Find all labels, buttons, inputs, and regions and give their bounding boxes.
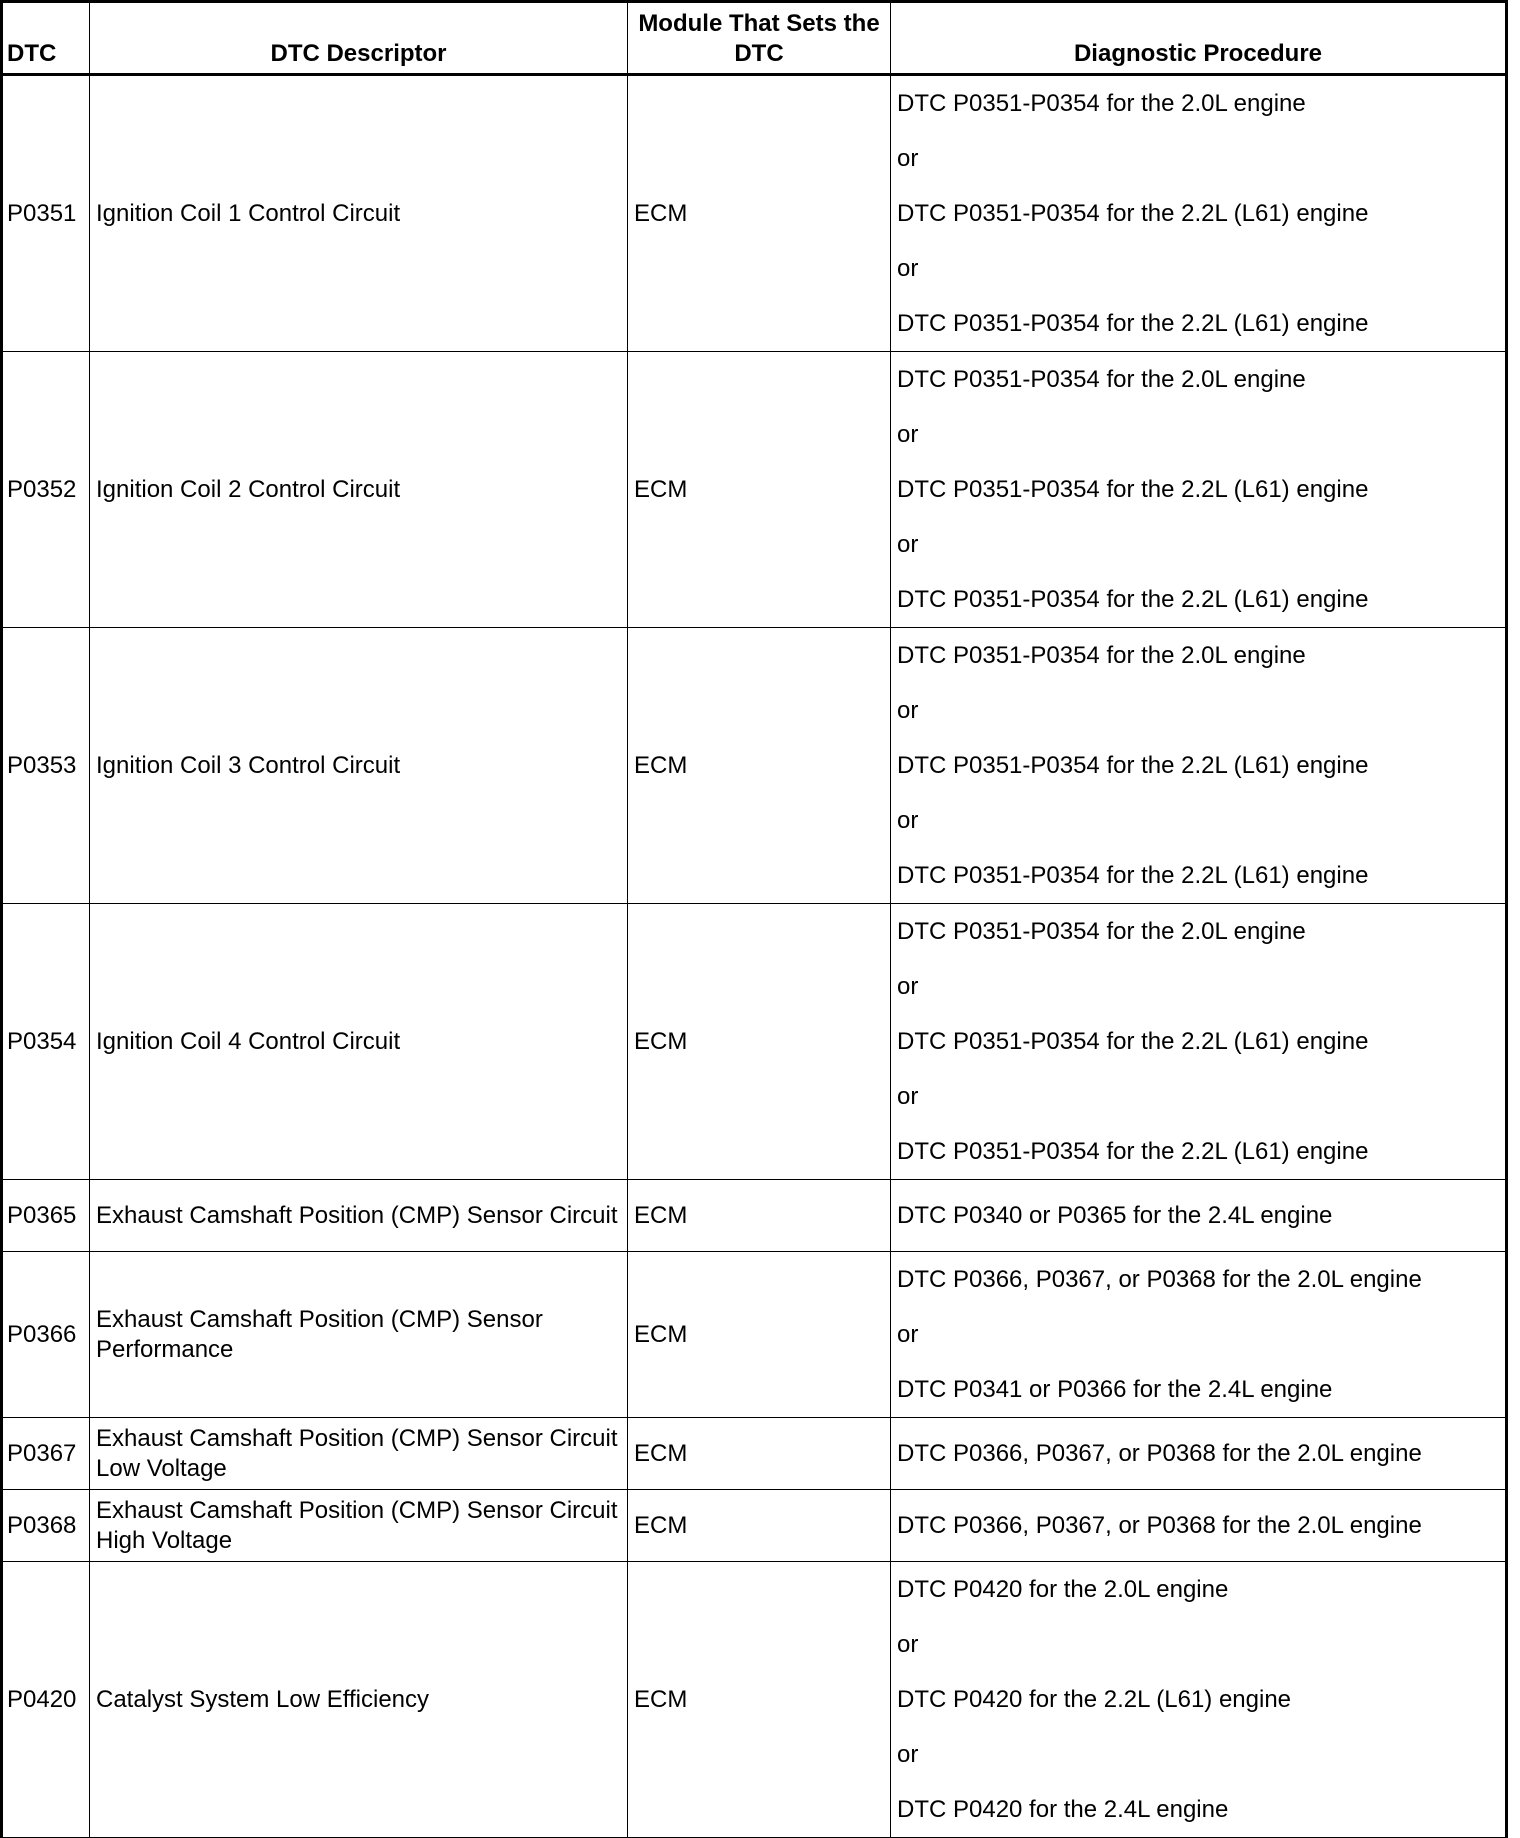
- dtc-code: P0368: [3, 1490, 90, 1562]
- procedure-or: or: [897, 1083, 919, 1110]
- module-name: ECM: [628, 1418, 891, 1490]
- dtc-descriptor: Ignition Coil 2 Control Circuit: [90, 352, 628, 628]
- diagnostic-procedure: [891, 1562, 1506, 1838]
- dtc-descriptor: Exhaust Camshaft Position (CMP) Sensor Performance: [90, 1252, 628, 1418]
- dtc-code: P0353: [3, 628, 90, 904]
- dtc-code: P0420: [3, 1562, 90, 1838]
- table-row: [3, 1252, 1506, 1418]
- diagnostic-procedure: [891, 352, 1506, 628]
- procedure-or: or: [897, 1631, 919, 1658]
- module-name: ECM: [628, 1252, 891, 1418]
- procedure-link[interactable]: DTC P0351-P0354 for the 2.2L (L61) engine: [897, 862, 1369, 889]
- header-procedure: Diagnostic Procedure: [891, 3, 1506, 75]
- procedure-or: or: [897, 1321, 919, 1348]
- table-row: [3, 628, 1506, 904]
- procedure-link[interactable]: DTC P0351-P0354 for the 2.2L (L61) engine: [897, 476, 1369, 503]
- diagnostic-procedure: [891, 1252, 1506, 1418]
- header-row: [3, 3, 1506, 75]
- dtc-descriptor: Exhaust Camshaft Position (CMP) Sensor Circuit Low Voltage: [90, 1418, 628, 1490]
- module-name: ECM: [628, 1490, 891, 1562]
- dtc-descriptor: Exhaust Camshaft Position (CMP) Sensor Circuit: [90, 1180, 628, 1252]
- table-row: [3, 1490, 1506, 1562]
- procedure-link[interactable]: DTC P0351-P0354 for the 2.2L (L61) engine: [897, 200, 1369, 227]
- procedure-link[interactable]: DTC P0351-P0354 for the 2.0L engine: [897, 366, 1306, 393]
- dtc-table: [2, 2, 1506, 1838]
- procedure-link[interactable]: DTC P0420 for the 2.4L engine: [897, 1796, 1229, 1823]
- procedure-link[interactable]: DTC P0351-P0354 for the 2.0L engine: [897, 642, 1306, 669]
- procedure-or: or: [897, 421, 919, 448]
- dtc-code: P0367: [3, 1418, 90, 1490]
- procedure-link[interactable]: DTC P0366, P0367, or P0368 for the 2.0L engine: [897, 1511, 1422, 1539]
- module-name: ECM: [628, 352, 891, 628]
- diagnostic-procedure: [891, 1418, 1506, 1490]
- dtc-code: P0352: [3, 352, 90, 628]
- procedure-or: or: [897, 697, 919, 724]
- procedure-link[interactable]: DTC P0351-P0354 for the 2.0L engine: [897, 918, 1306, 945]
- dtc-descriptor: Ignition Coil 1 Control Circuit: [90, 75, 628, 352]
- diagnostic-procedure: [891, 1180, 1506, 1252]
- procedure-or: or: [897, 1741, 919, 1768]
- dtc-descriptor: Ignition Coil 3 Control Circuit: [90, 628, 628, 904]
- procedure-or: or: [897, 973, 919, 1000]
- dtc-descriptor: Ignition Coil 4 Control Circuit: [90, 904, 628, 1180]
- table-row: [3, 904, 1506, 1180]
- procedure-link[interactable]: DTC P0351-P0354 for the 2.2L (L61) engine: [897, 1028, 1369, 1055]
- diagnostic-procedure: [891, 904, 1506, 1180]
- dtc-code: P0354: [3, 904, 90, 1180]
- procedure-link[interactable]: DTC P0341 or P0366 for the 2.4L engine: [897, 1376, 1333, 1403]
- diagnostic-procedure: [891, 628, 1506, 904]
- procedure-link[interactable]: DTC P0366, P0367, or P0368 for the 2.0L engine: [897, 1439, 1422, 1467]
- table-row: [3, 352, 1506, 628]
- table-row: [3, 1562, 1506, 1838]
- procedure-link[interactable]: DTC P0420 for the 2.0L engine: [897, 1576, 1229, 1603]
- procedure-link[interactable]: DTC P0351-P0354 for the 2.2L (L61) engine: [897, 752, 1369, 779]
- procedure-or: or: [897, 255, 919, 282]
- procedure-or: or: [897, 145, 919, 172]
- dtc-descriptor: Exhaust Camshaft Position (CMP) Sensor Circuit High Voltage: [90, 1490, 628, 1562]
- diagnostic-procedure: [891, 1490, 1506, 1562]
- table-row: [3, 1418, 1506, 1490]
- procedure-link[interactable]: DTC P0351-P0354 for the 2.2L (L61) engine: [897, 1138, 1369, 1165]
- module-name: ECM: [628, 1180, 891, 1252]
- procedure-or: or: [897, 531, 919, 558]
- header-module: Module That Sets the DTC: [628, 3, 891, 75]
- table-body: [3, 75, 1506, 1838]
- module-name: ECM: [628, 904, 891, 1180]
- header-descriptor: DTC Descriptor: [90, 3, 628, 75]
- table-row: [3, 75, 1506, 352]
- procedure-link[interactable]: DTC P0366, P0367, or P0368 for the 2.0L engine: [897, 1266, 1422, 1293]
- header-dtc: DTC: [3, 3, 90, 75]
- dtc-code: P0366: [3, 1252, 90, 1418]
- procedure-link[interactable]: DTC P0340 or P0365 for the 2.4L engine: [897, 1201, 1333, 1229]
- procedure-link[interactable]: DTC P0351-P0354 for the 2.2L (L61) engine: [897, 586, 1369, 613]
- table-header: [3, 3, 1506, 75]
- dtc-code: P0351: [3, 75, 90, 352]
- module-name: ECM: [628, 628, 891, 904]
- module-name: ECM: [628, 75, 891, 352]
- dtc-descriptor: Catalyst System Low Efficiency: [90, 1562, 628, 1838]
- procedure-link[interactable]: DTC P0420 for the 2.2L (L61) engine: [897, 1686, 1292, 1713]
- table-row: [3, 1180, 1506, 1252]
- module-name: ECM: [628, 1562, 891, 1838]
- procedure-or: or: [897, 807, 919, 834]
- procedure-link[interactable]: DTC P0351-P0354 for the 2.2L (L61) engine: [897, 310, 1369, 337]
- procedure-link[interactable]: DTC P0351-P0354 for the 2.0L engine: [897, 90, 1306, 117]
- dtc-code: P0365: [3, 1180, 90, 1252]
- diagnostic-procedure: [891, 75, 1506, 352]
